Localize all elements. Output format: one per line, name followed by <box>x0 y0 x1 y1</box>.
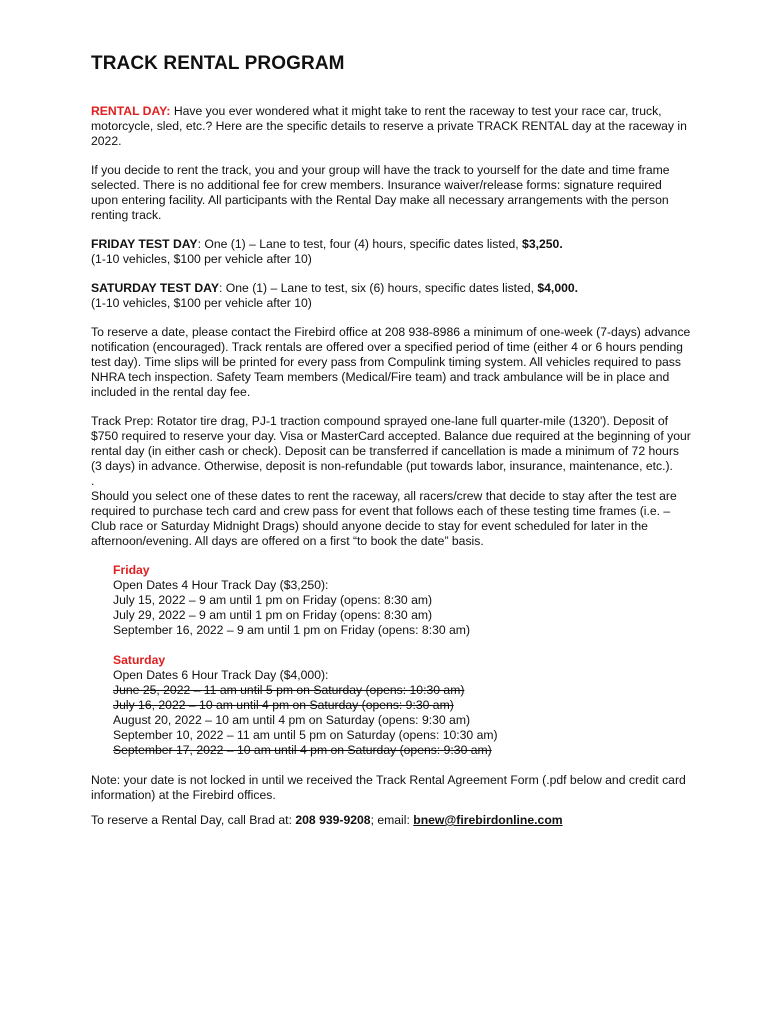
contact-phone[interactable]: 208 939-9208 <box>295 813 371 827</box>
saturday-subheading: Open Dates 6 Hour Track Day ($4,000): <box>113 668 329 682</box>
contact-prefix: To reserve a Rental Day, call Brad at: <box>91 813 296 827</box>
reserve-paragraph: To reserve a date, please contact the Firebird office at 208 938-8986 a minimum of one-week (7-days) advance notification (encouraged). Track rentals are offered over a specified period of time (either 4 or 6 hours pending test day). Time slips will be printed for every pass from Compulink timing system. All vehicles required to pass NHRA tech inspection. Safety Team members (Medical/Fire team) and track ambulance will be in place and included in the rental day fee. <box>91 325 691 399</box>
saturday-date-item: August 20, 2022 – 10 am until 4 pm on Saturday (opens: 9:30 am) <box>113 713 471 727</box>
page-title: TRACK RENTAL PROGRAM <box>91 53 345 74</box>
rent-paragraph: If you decide to rent the track, you and your group will have the track to yourself for the date and time frame selected. There is no additional fee for crew members. Insurance waiver/release forms: signature required upon entering facility. All participants with the Rental Day make all necessary arrangements with the person renting track. <box>91 163 670 222</box>
contact-middle: ; email: <box>370 813 414 827</box>
intro-paragraph <box>91 104 691 149</box>
friday-date-item: September 16, 2022 – 9 am until 1 pm on Friday (opens: 8:30 am) <box>113 623 471 637</box>
saturday-test-day-text: : One (1) – Lane to test, six (6) hours, specific dates listed, <box>219 281 538 295</box>
track-prep-paragraph: Track Prep: Rotator tire drag, PJ-1 traction compound sprayed one-lane full quarter-mile (1320'). Deposit of $750 required to reserve your day. Visa or MasterCard accepted. Balance due required at the beginning of your rental day (in either cash or check). Deposit can be transferred if cancellation is made a minimum of 72 hours (3 days) in advance. Otherwise, deposit is non-refundable (put towards labor, insurance, maintenance, etc.). <box>91 414 691 473</box>
saturday-test-day-price: $4,000. <box>537 281 579 295</box>
note-paragraph: Note: your date is not locked in until we received the Track Rental Agreement Form (.pdf below and credit card information) at the Firebird offices. <box>91 773 686 802</box>
friday-dates-section <box>113 563 691 638</box>
contact-email-link[interactable]: bnew@firebirdonline.com <box>413 813 563 827</box>
friday-test-day-price: $3,250. <box>522 237 563 251</box>
document-content <box>91 52 691 842</box>
friday-test-day-note: (1-10 vehicles, $100 per vehicle after 10) <box>91 252 312 266</box>
saturday-date-item: September 10, 2022 – 11 am until 5 pm on Saturday (opens: 10:30 am) <box>113 728 498 742</box>
saturday-test-day-note: (1-10 vehicles, $100 per vehicle after 10) <box>91 296 312 310</box>
friday-date-item: July 29, 2022 – 9 am until 1 pm on Friday (opens: 8:30 am) <box>113 608 433 622</box>
saturday-test-day-label: SATURDAY TEST DAY <box>91 281 219 295</box>
friday-test-day-text: : One (1) – Lane to test, four (4) hours, specific dates listed, <box>197 237 523 251</box>
friday-subheading: Open Dates 4 Hour Track Day ($3,250): <box>113 578 329 592</box>
friday-date-item: July 15, 2022 – 9 am until 1 pm on Friday (opens: 8:30 am) <box>113 593 433 607</box>
friday-test-day-paragraph <box>91 237 691 267</box>
saturday-heading: Saturday <box>113 653 166 667</box>
saturday-date-item-booked: September 17, 2022 – 10 am until 4 pm on Saturday (opens: 9:30 am) <box>113 743 492 757</box>
intro-text: Have you ever wondered what it might take to rent the raceway to test your race car, truck, motorcycle, sled, etc.? Here are the specific details to reserve a private TRACK RENTAL day at the raceway in 2022. <box>91 104 687 148</box>
rental-day-label: RENTAL DAY: <box>91 104 171 118</box>
saturday-date-item-booked: July 16, 2022 – 10 am until 4 pm on Saturday (opens: 9:30 am) <box>113 698 454 712</box>
saturday-date-item-booked: June 25, 2022 – 11 am until 5 pm on Saturday (opens: 10:30 am) <box>113 683 465 697</box>
saturday-test-day-paragraph <box>91 281 691 311</box>
contact-paragraph <box>91 813 691 828</box>
select-paragraph: Should you select one of these dates to rent the raceway, all racers/crew that decide to stay after the test are required to purchase tech card and crew pass for event that follows each of these testing time frames (i.e. – Club race or Saturday Midnight Drags) should anyone decide to stay for event scheduled for later in the afternoon/evening. All days are offered on a first “to book the date” basis. <box>91 489 677 548</box>
friday-heading: Friday <box>113 563 150 577</box>
friday-test-day-label: FRIDAY TEST DAY <box>91 237 198 251</box>
saturday-dates-section <box>113 653 691 758</box>
dot-line: . <box>91 474 95 488</box>
